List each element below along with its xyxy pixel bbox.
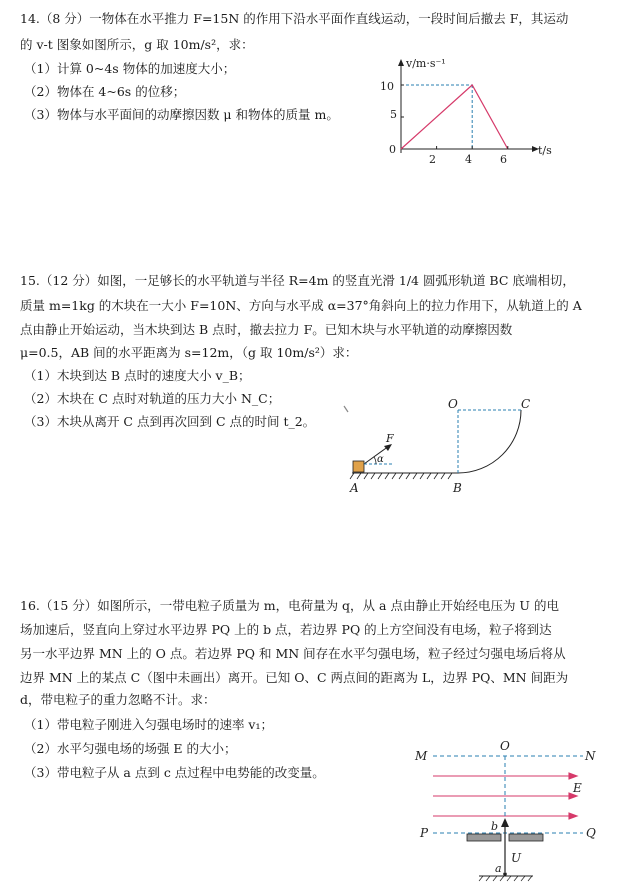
force-arrowhead xyxy=(384,444,392,451)
vt-series-line xyxy=(401,85,508,149)
vt-series xyxy=(401,85,508,149)
q16-line-2: 场加速后，竖直向上穿过水平边界 PQ 上的 b 点，若边界 PQ 的上方空间没有电场，粒子将到达 xyxy=(20,622,552,637)
q16-line-4: 边界 MN 上的某点 C（图中未画出）离开。已知 O、C 两点间的距离为 L，边界 PQ、MN 间距为 xyxy=(20,670,569,685)
vt-x-tick-6: 6 xyxy=(500,153,507,166)
label-Q: Q xyxy=(586,826,596,840)
vt-y-axis-label: v/m·s⁻¹ xyxy=(406,57,446,70)
vt-chart xyxy=(370,55,560,170)
label-b: b xyxy=(491,820,499,833)
q16-part-3: （3）带电粒子从 a 点到 c 点过程中电势能的改变量。 xyxy=(24,765,325,780)
track-figure xyxy=(340,397,550,500)
q16-line-5: d，带电粒子的重力忽略不计。求： xyxy=(20,692,216,707)
wood-block xyxy=(353,461,364,472)
label-O: O xyxy=(500,739,510,753)
vt-origin-label: 0 xyxy=(389,143,396,156)
vt-y-tick-5: 5 xyxy=(390,108,397,121)
angle-arc xyxy=(374,457,376,464)
q14-line-1: 14.（8 分）一物体在水平推力 F=15N 的作用下沿水平面作直线运动，一段时间后撤去 F，其运动 xyxy=(20,11,569,26)
ground-hatching xyxy=(350,473,452,479)
q15-part-3: （3）木块从离开 C 点到再次回到 C 点的时间 t_2。 xyxy=(24,414,316,429)
label-A: A xyxy=(350,481,359,495)
q14-line-2: 的 v-t 图象如图所示，g 取 10m/s²，求： xyxy=(20,37,254,52)
q14-part-2: （2）物体在 4~6s 的位移； xyxy=(24,84,186,99)
vt-x-axis-label: t/s xyxy=(538,144,552,157)
plate-upper-right xyxy=(509,834,543,841)
q14-part-1: （1）计算 0~4s 物体的加速度大小； xyxy=(24,61,236,76)
label-F: F xyxy=(386,432,394,445)
lower-hatching xyxy=(479,876,532,881)
q16-part-1: （1）带电粒子刚进入匀强电场时的速率 v₁； xyxy=(24,717,273,732)
vt-y-arrow xyxy=(398,59,404,66)
label-N: N xyxy=(585,749,596,763)
q15-line-2: 质量 m=1kg 的木块在一大小 F=10N、方向与水平成 α=37°角斜向上的拉力作用下，从轨道上的 A xyxy=(20,298,582,313)
vt-ticks xyxy=(401,85,508,149)
particle-arrowhead xyxy=(501,818,509,827)
vt-y-tick-10: 10 xyxy=(380,80,394,93)
q16-line-3: 另一水平边界 MN 上的 O 点。若边界 PQ 和 MN 间存在水平匀强电场，粒子经过匀强电场后将从 xyxy=(20,646,566,661)
q15-line-1: 15.（12 分）如图，一足够长的水平轨道与半径 R=4m 的竖直光滑 1/4 圆弧形轨道 BC 底端相切， xyxy=(20,273,575,288)
field-figure xyxy=(405,738,605,882)
q15-part-1: （1）木块到达 B 点时的速度大小 v_B； xyxy=(24,368,251,383)
label-a: a xyxy=(495,862,502,875)
label-C: C xyxy=(521,397,531,411)
q15-line-4: μ=0.5，AB 间的水平距离为 s=12m，（g 取 10m/s²）求： xyxy=(20,345,358,360)
stray-mark xyxy=(344,406,348,412)
q15-part-2: （2）木块在 C 点时对轨道的压力大小 N_C； xyxy=(24,391,281,406)
label-E: E xyxy=(573,781,582,795)
label-M: M xyxy=(415,749,428,763)
label-O: O xyxy=(448,397,458,411)
plate-upper-left xyxy=(467,834,501,841)
label-B: B xyxy=(453,481,462,495)
label-P: P xyxy=(420,826,429,840)
q14-part-3: （3）物体与水平面间的动摩擦因数 μ 和物体的质量 m。 xyxy=(24,107,339,122)
label-alpha: α xyxy=(377,454,384,465)
vt-x-tick-2: 2 xyxy=(429,153,436,166)
q16-line-1: 16.（15 分）如图所示，一带电粒子质量为 m，电荷量为 q，从 a 点由静止开始经电压为 U 的电 xyxy=(20,598,559,613)
label-U: U xyxy=(511,851,522,865)
point-a xyxy=(503,872,507,876)
q16-part-2: （2）水平匀强电场的场强 E 的大小； xyxy=(24,741,237,756)
q15-line-3: 点由静止开始运动，当木块到达 B 点时，撤去拉力 F。已知木块与水平轨道的动摩擦因数 xyxy=(20,322,513,337)
vt-x-tick-4: 4 xyxy=(465,153,472,166)
quarter-arc xyxy=(458,410,521,473)
vt-chart-axes xyxy=(398,59,539,153)
